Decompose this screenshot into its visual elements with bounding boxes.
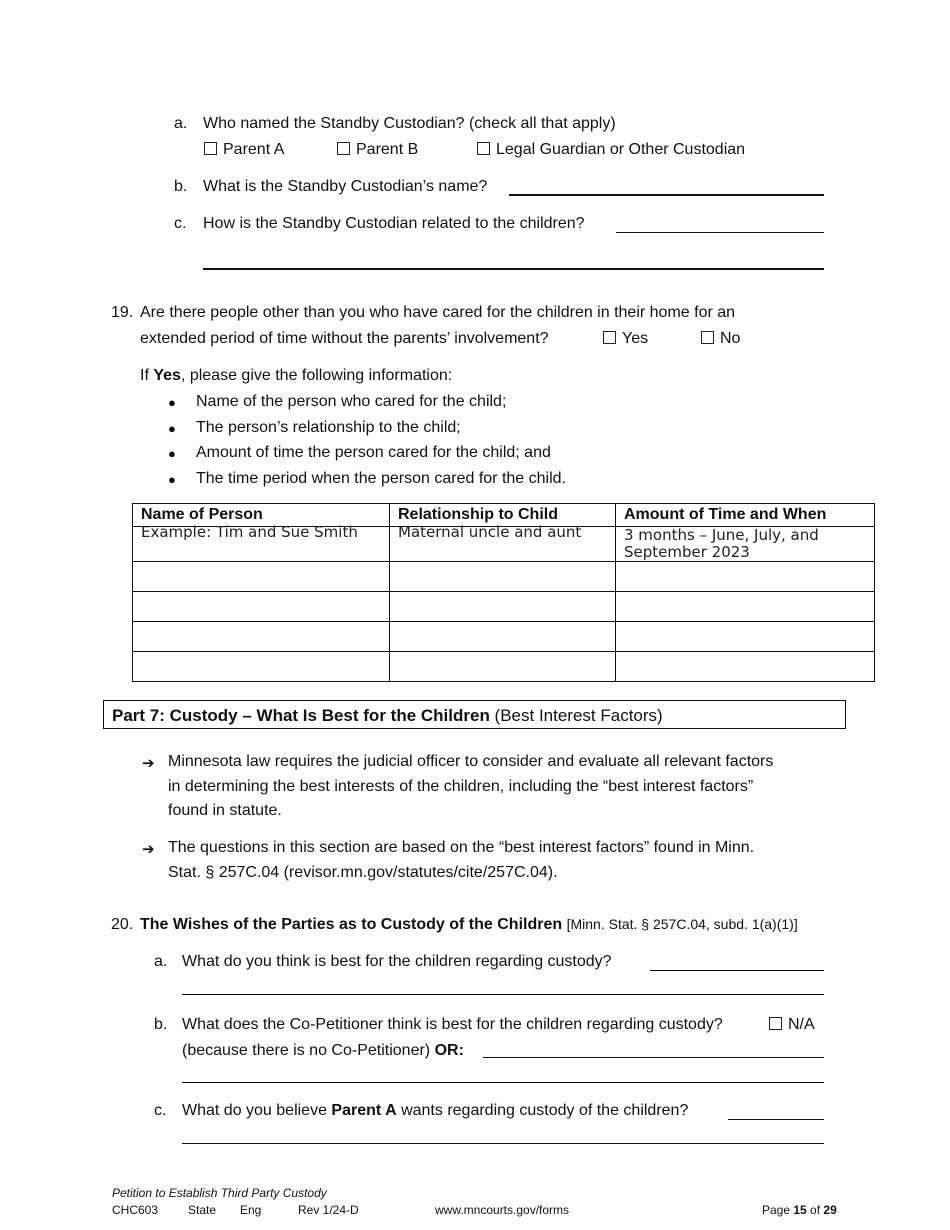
bullet-icon: ●: [168, 446, 176, 461]
table-cell[interactable]: [616, 592, 875, 622]
q18c-question: How is the Standby Custodian related to the children?: [203, 215, 585, 232]
page-mid: of: [806, 1203, 824, 1217]
q20c-question: [182, 1102, 688, 1120]
standby-custodian-name-field[interactable]: [509, 194, 824, 196]
q20b-answer-field[interactable]: [483, 1057, 824, 1058]
table-cell[interactable]: [616, 562, 875, 592]
q20b-answer-field-2[interactable]: [182, 1082, 824, 1083]
q18c-label: c.: [174, 215, 187, 232]
footer-page-number: [762, 1203, 837, 1217]
table-cell[interactable]: [390, 622, 616, 652]
part7-note2-line1: The questions in this section are based on the “best interest factors” found in Minn.: [168, 839, 755, 856]
table-example-row: [133, 527, 875, 562]
bullet-icon: ●: [168, 472, 176, 487]
checkbox-parent-b[interactable]: [337, 141, 418, 159]
part7-note1-line2: in determining the best interests of the children, including the “best interest factors”: [168, 778, 754, 795]
part7-title-rest: (Best Interest Factors): [489, 706, 663, 725]
q19-bullet-3: Amount of time the person cared for the child; and: [196, 444, 551, 461]
bullet-icon: ●: [168, 421, 176, 436]
page-total: 29: [823, 1203, 837, 1217]
checkbox-icon[interactable]: [769, 1017, 782, 1030]
q20b-line2: [182, 1042, 464, 1060]
footer-url[interactable]: www.mncourts.gov/forms: [435, 1203, 570, 1217]
q20-number: 20.: [111, 916, 134, 933]
q20a-answer-field[interactable]: [650, 970, 824, 971]
q20c-post: wants regarding custody of the children?: [396, 1102, 689, 1119]
arrow-right-icon: ➔: [142, 841, 155, 858]
part7-heading: [103, 700, 846, 729]
if-rest: , please give the following information:: [180, 367, 453, 384]
table-cell[interactable]: [133, 592, 390, 622]
standby-custodian-relation-field-2[interactable]: [203, 268, 824, 270]
checkbox-legal-guardian-label: Legal Guardian or Other Custodian: [496, 141, 746, 158]
q20c-answer-field[interactable]: [728, 1119, 824, 1120]
table-row: [133, 592, 875, 622]
q20-title-bold: The Wishes of the Parties as to Custody of the Children: [140, 916, 563, 933]
if-yes-bold: Yes: [153, 367, 181, 384]
part7-note2-line2: Stat. § 257C.04 (revisor.mn.gov/statutes/cite/257C.04).: [168, 864, 558, 881]
q20c-answer-field-2[interactable]: [182, 1143, 824, 1144]
table-cell[interactable]: [133, 622, 390, 652]
checkbox-q19-yes-label: Yes: [622, 330, 649, 347]
q19-bullet-1: Name of the person who cared for the child;: [196, 393, 507, 410]
table-cell[interactable]: [616, 622, 875, 652]
part7-note1-line3: found in statute.: [168, 802, 282, 819]
checkbox-icon[interactable]: [603, 331, 616, 344]
q20-citation: [Minn. Stat. § 257C.04, subd. 1(a)(1)]: [566, 916, 798, 932]
checkbox-q20b-na-label: N/A: [788, 1016, 815, 1033]
checkbox-q19-yes[interactable]: [603, 330, 648, 348]
q19-question-line2: extended period of time without the parents’ involvement?: [140, 330, 549, 347]
table-cell[interactable]: [133, 652, 390, 682]
part7-note1-line1: Minnesota law requires the judicial officer to consider and evaluate all relevant factors: [168, 753, 774, 770]
header-relationship: Relationship to Child: [390, 504, 616, 527]
q19-if-yes-instruction: [140, 367, 452, 385]
table-row: [133, 562, 875, 592]
checkbox-q20b-na[interactable]: [769, 1016, 815, 1034]
caregiver-table: [132, 503, 875, 682]
q18b-question: What is the Standby Custodian’s name?: [203, 178, 488, 195]
q20b-label: b.: [154, 1016, 168, 1033]
q20c-parent-a: Parent A: [331, 1102, 397, 1119]
footer-form-title: Petition to Establish Third Party Custody: [112, 1186, 327, 1200]
table-cell[interactable]: [390, 562, 616, 592]
footer-state: State: [188, 1203, 217, 1217]
q18a-question: Who named the Standby Custodian? (check all that apply): [203, 115, 616, 132]
q20a-question: What do you think is best for the children regarding custody?: [182, 953, 612, 970]
q20-title: [140, 916, 798, 934]
header-amount-of-time: Amount of Time and When: [616, 504, 875, 527]
if-prefix: If: [140, 367, 154, 384]
footer-revision: Rev 1/24-D: [298, 1203, 359, 1217]
q20c-label: c.: [154, 1102, 167, 1119]
part7-title-bold: Part 7: Custody – What Is Best for the Children: [112, 706, 490, 725]
checkbox-parent-a[interactable]: [204, 141, 284, 159]
checkbox-q19-no[interactable]: [701, 330, 740, 348]
checkbox-legal-guardian[interactable]: [477, 141, 745, 159]
table-cell[interactable]: [616, 652, 875, 682]
page-pre: Page: [762, 1203, 794, 1217]
q20a-label: a.: [154, 953, 168, 970]
checkbox-parent-a-label: Parent A: [223, 141, 285, 158]
checkbox-icon[interactable]: [337, 142, 350, 155]
table-cell[interactable]: [390, 652, 616, 682]
example-time: 3 months – June, July, and September 2023: [616, 527, 875, 562]
q19-bullet-4: The time period when the person cared for the child.: [196, 470, 566, 487]
arrow-right-icon: ➔: [142, 755, 155, 772]
table-cell[interactable]: [390, 592, 616, 622]
example-name: Example: Tim and Sue Smith: [133, 527, 390, 562]
checkbox-icon[interactable]: [204, 142, 217, 155]
table-cell[interactable]: [133, 562, 390, 592]
q18a-label: a.: [174, 115, 188, 132]
q20b-question: What does the Co-Petitioner think is best for the children regarding custody?: [182, 1016, 723, 1033]
checkbox-icon[interactable]: [701, 331, 714, 344]
q18b-label: b.: [174, 178, 188, 195]
q19-bullet-2: The person’s relationship to the child;: [196, 419, 461, 436]
table-row: [133, 622, 875, 652]
footer-language: Eng: [240, 1203, 262, 1217]
checkbox-icon[interactable]: [477, 142, 490, 155]
page-current: 15: [793, 1203, 807, 1217]
q19-number: 19.: [111, 304, 134, 321]
bullet-icon: ●: [168, 395, 176, 410]
standby-custodian-relation-field[interactable]: [616, 232, 824, 233]
example-relationship: Maternal uncle and aunt: [390, 527, 616, 562]
q20c-pre: What do you believe: [182, 1102, 332, 1119]
footer-form-code: CHC603: [112, 1203, 159, 1217]
header-name-of-person: Name of Person: [133, 504, 390, 527]
checkbox-parent-b-label: Parent B: [356, 141, 419, 158]
checkbox-q19-no-label: No: [720, 330, 741, 347]
table-row: [133, 652, 875, 682]
q19-question-line1: Are there people other than you who have cared for the children in their home for an: [140, 304, 736, 321]
q20b-or: OR:: [434, 1042, 464, 1059]
q20b-no-copetitioner: (because there is no Co-Petitioner): [182, 1042, 431, 1059]
q20a-answer-field-2[interactable]: [182, 994, 824, 995]
